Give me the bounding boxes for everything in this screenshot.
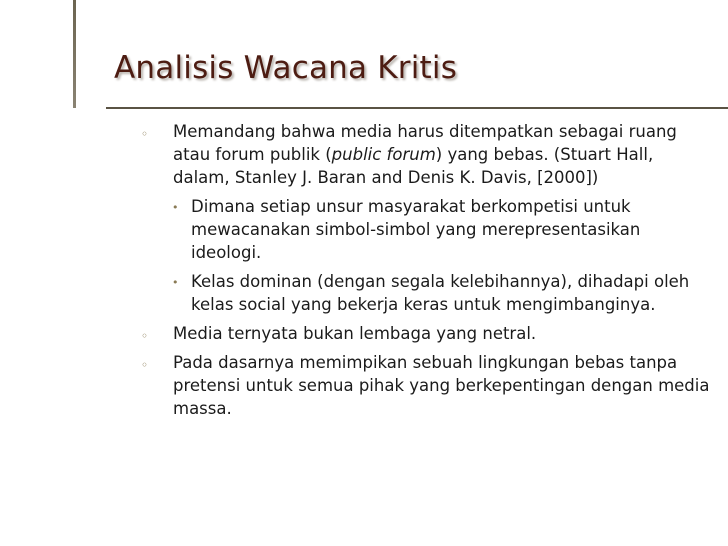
sub-bullet-icon: • xyxy=(172,201,179,214)
title-divider xyxy=(106,107,728,109)
bullet-item xyxy=(140,120,712,189)
sub-bullet-item xyxy=(140,195,712,264)
bullet-item xyxy=(140,351,712,420)
slide-title: Analisis Wacana Kritis xyxy=(114,50,458,86)
sub-bullet-text: Kelas dominan (dengan segala kelebihannya), dihadapi oleh kelas social yang bekerja keras untuk mengimbanginya. xyxy=(191,272,690,314)
italic-term: public forum xyxy=(331,145,436,164)
frame-decoration xyxy=(73,0,76,108)
bullet-item xyxy=(140,322,712,345)
bullet-text: Memandang bahwa media harus ditempatkan sebagai ruang atau forum publik (public forum) yang bebas. (Stuart Hall, dalam, Stanley J. Baran and Denis K. Davis, [2000]) xyxy=(173,122,677,187)
bullet-text: Media ternyata bukan lembaga yang netral. xyxy=(173,324,537,343)
sub-bullet-icon: • xyxy=(172,276,179,289)
sub-bullet-item xyxy=(140,270,712,316)
bullet-icon: ◦ xyxy=(141,358,149,372)
bullet-text: Pada dasarnya memimpikan sebuah lingkungan bebas tanpa pretensi untuk semua pihak yang berkepentingan dengan media massa. xyxy=(173,353,710,418)
bullet-icon: ◦ xyxy=(141,329,149,343)
sub-bullet-text: Dimana setiap unsur masyarakat berkompetisi untuk mewacanakan simbol-simbol yang merepresentasikan ideologi. xyxy=(191,197,641,262)
bullet-list xyxy=(140,120,712,426)
bullet-icon: ◦ xyxy=(141,127,149,141)
